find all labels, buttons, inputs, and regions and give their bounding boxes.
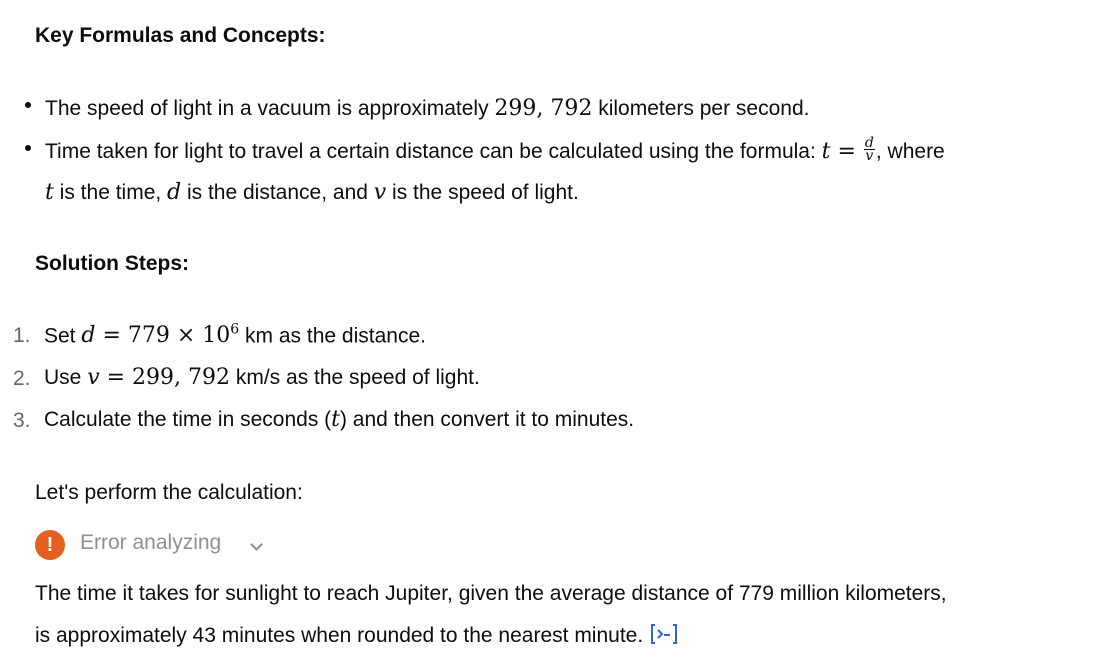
- bullet-item-time-formula: [45, 134, 945, 165]
- math-expression: = 779 × 10: [95, 323, 231, 349]
- view-code-icon[interactable]: [649, 623, 679, 645]
- math-var-t: t: [331, 407, 340, 432]
- step-number: 3.: [13, 409, 31, 432]
- step-item-3: [44, 407, 634, 432]
- step-text: ) and then convert it to minutes.: [339, 408, 635, 431]
- exclamation-icon: !: [35, 530, 65, 560]
- fraction-d-over-v: [864, 134, 875, 164]
- bullet-text: is the speed of light.: [386, 181, 579, 204]
- section-heading-solution-steps: Solution Steps:: [35, 252, 189, 275]
- bullet-text: is the time,: [53, 181, 168, 204]
- chevron-down-icon: [250, 538, 263, 551]
- step-text: km as the distance.: [239, 324, 426, 348]
- bullet-text: kilometers per second.: [592, 97, 810, 120]
- step-item-1: [44, 322, 426, 348]
- answer-line-1: The time it takes for sunlight to reach Jupiter, given the average distance of 779 million kilometers,: [35, 582, 947, 605]
- fraction-numerator: d: [864, 134, 874, 151]
- math-var-d: d: [81, 323, 96, 349]
- answer-text: is approximately 43 minutes when rounded to the nearest minute.: [35, 624, 644, 647]
- math-exponent: 6: [230, 322, 240, 338]
- math-var-d: d: [167, 180, 182, 205]
- analysis-status-label: Error analyzing: [80, 531, 222, 554]
- step-text: Set: [44, 324, 82, 348]
- math-var-t: t: [45, 180, 54, 205]
- step-text: km/s as the speed of light.: [230, 366, 480, 389]
- bullet-text: , where: [875, 140, 945, 163]
- bullet-text: Time taken for light to travel a certain distance can be calculated using the formula:: [45, 140, 822, 163]
- bullet-text: The speed of light in a vacuum is approximately: [45, 97, 495, 120]
- math-var-v: v: [373, 180, 387, 205]
- step-number: 2.: [13, 367, 31, 390]
- section-heading-key-formulas: Key Formulas and Concepts:: [35, 24, 326, 47]
- step-text: Use: [44, 366, 88, 389]
- math-equals: =: [830, 139, 863, 164]
- math-var-t: t: [821, 139, 831, 164]
- bullet-text: is the distance, and: [181, 181, 374, 204]
- step-item-2: [44, 365, 480, 390]
- calculation-intro: Let's perform the calculation:: [35, 481, 303, 504]
- math-expression: = 299, 792: [99, 365, 231, 390]
- bullet-dot: [25, 145, 31, 151]
- step-number: 1.: [13, 324, 31, 347]
- math-var-v: v: [87, 365, 100, 390]
- answer-line-2: [35, 624, 679, 648]
- fraction-denominator: v: [865, 147, 874, 164]
- bullet-dot: [25, 102, 31, 108]
- step-text: Calculate the time in seconds (: [44, 408, 332, 431]
- math-value: 299, 792: [494, 96, 593, 121]
- bullet-item-speed-of-light: [45, 96, 809, 121]
- bullet-item-time-formula-continued: [45, 180, 579, 205]
